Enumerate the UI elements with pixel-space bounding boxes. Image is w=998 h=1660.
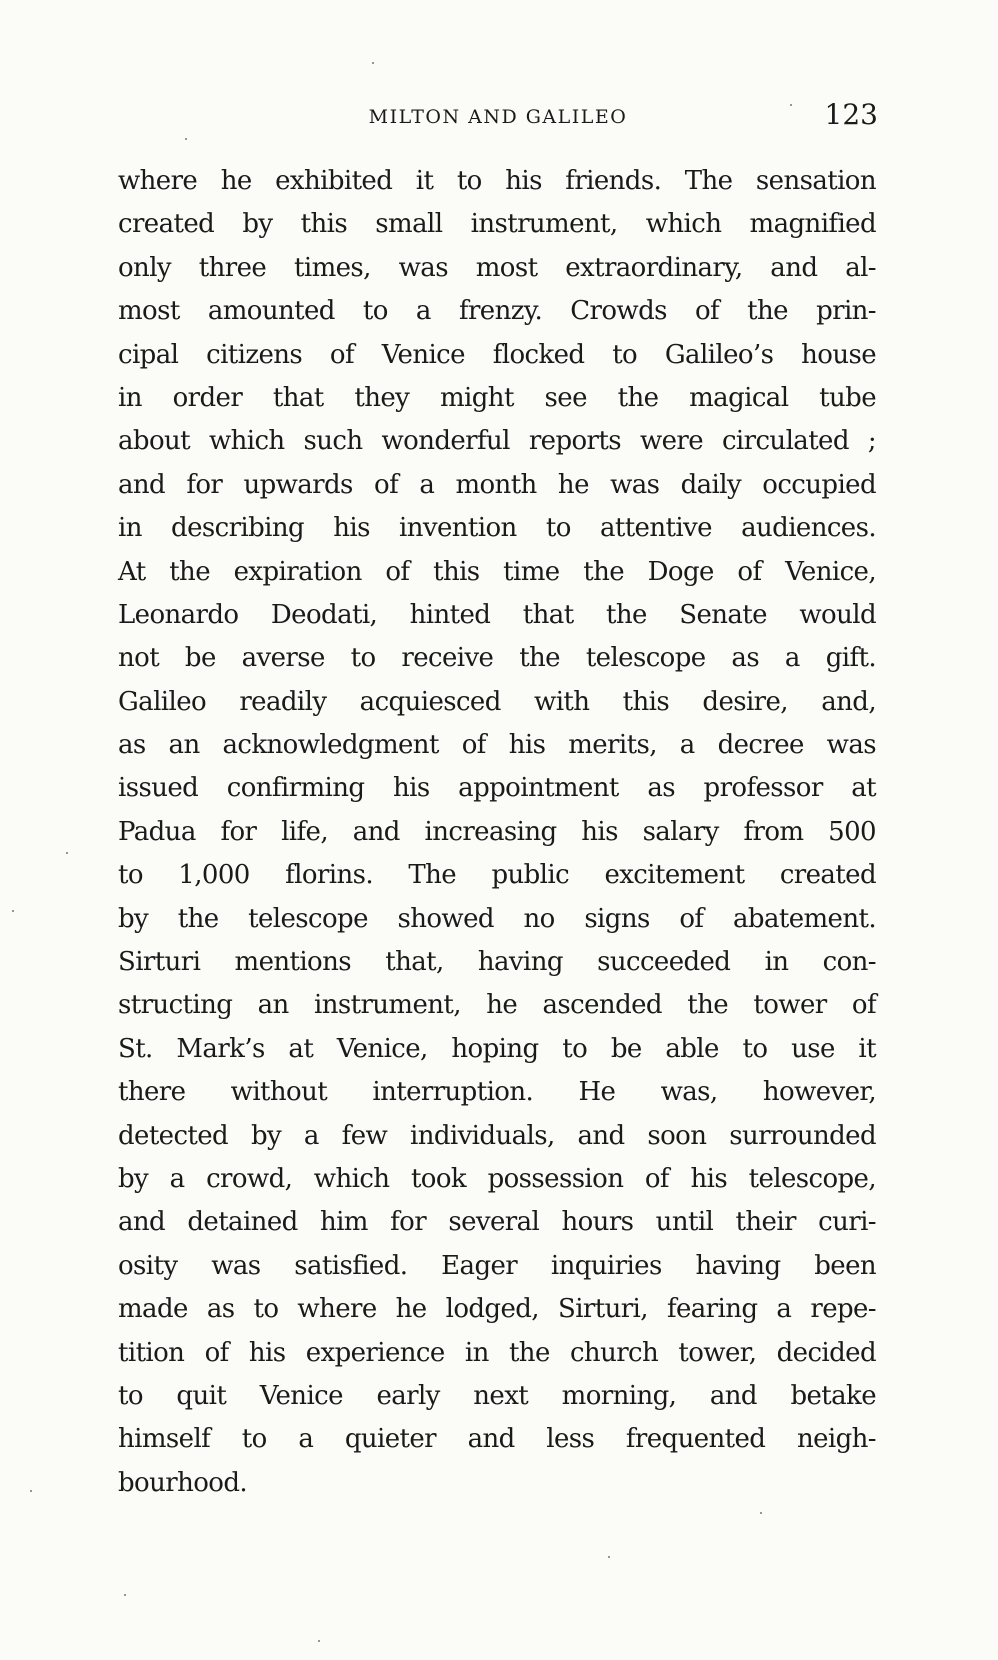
- text-line: as an acknowledgment of his merits, a decree was: [118, 730, 876, 761]
- text-line: to 1,000 florins. The public excitement created: [118, 860, 876, 891]
- scan-speck: [30, 1490, 32, 1492]
- text-line: Leonardo Deodati, hinted that the Senate would: [118, 599, 876, 630]
- text-line: only three times, was most extraordinary, and al-: [118, 252, 876, 283]
- text-line: created by this small instrument, which magnified: [118, 209, 876, 240]
- text-line: himself to a quieter and less frequented neigh-: [118, 1424, 876, 1455]
- text-line: where he exhibited it to his friends. The sensation: [118, 166, 876, 196]
- text-line: made as to where he lodged, Sirturi, fearing a repe-: [118, 1294, 876, 1325]
- text-line: in order that they might see the magical tube: [118, 382, 876, 413]
- text-line: Padua for life, and increasing his salary from 500: [118, 816, 876, 847]
- text-line: Galileo readily acquiesced with this desire, and,: [118, 686, 876, 717]
- text-line: structing an instrument, he ascended the tower of: [118, 990, 876, 1021]
- text-line: St. Mark’s at Venice, hoping to be able to use it: [118, 1033, 876, 1064]
- scan-speck: [372, 62, 374, 64]
- scan-speck: [185, 138, 187, 140]
- scan-speck: [12, 910, 14, 912]
- text-line: cipal citizens of Venice flocked to Galileo’s house: [118, 339, 876, 370]
- scan-speck: [124, 1594, 126, 1596]
- text-line: tition of his experience in the church tower, decided: [118, 1337, 876, 1368]
- scan-speck: [318, 1640, 320, 1642]
- text-line: At the expiration of this time the Doge of Venice,: [118, 556, 876, 587]
- text-line: most amounted to a frenzy. Crowds of the prin-: [118, 296, 876, 327]
- scan-speck: [66, 852, 68, 854]
- running-title: MILTON AND GALILEO: [368, 106, 628, 128]
- text-line: to quit Venice early next morning, and betake: [118, 1380, 876, 1411]
- text-line: issued confirming his appointment as professor at: [118, 773, 876, 804]
- text-line: by the telescope showed no signs of abatement.: [118, 903, 876, 934]
- text-line: about which such wonderful reports were circulated ;: [118, 426, 876, 457]
- text-line: and for upwards of a month he was daily occupied: [118, 469, 876, 500]
- text-line: there without interruption. He was, however,: [118, 1077, 876, 1108]
- text-line: not be averse to receive the telescope as a gift.: [118, 643, 876, 674]
- text-line: in describing his invention to attentive audiences.: [118, 513, 876, 544]
- scan-speck: [790, 104, 792, 106]
- text-line: Sirturi mentions that, having succeeded in con-: [118, 947, 876, 978]
- page-number: 123: [824, 98, 878, 131]
- text-line: by a crowd, which took possession of his telescope,: [118, 1163, 876, 1194]
- body-text: [118, 160, 876, 1505]
- text-line: detected by a few individuals, and soon surrounded: [118, 1120, 876, 1151]
- scan-speck: [760, 1512, 762, 1514]
- text-line: and detained him for several hours until their curi-: [118, 1207, 876, 1238]
- running-head: [118, 96, 878, 136]
- text-line: osity was satisfied. Eager inquiries having been: [118, 1250, 876, 1281]
- scan-speck: [608, 1556, 610, 1558]
- text-line: bourhood.: [118, 1467, 248, 1498]
